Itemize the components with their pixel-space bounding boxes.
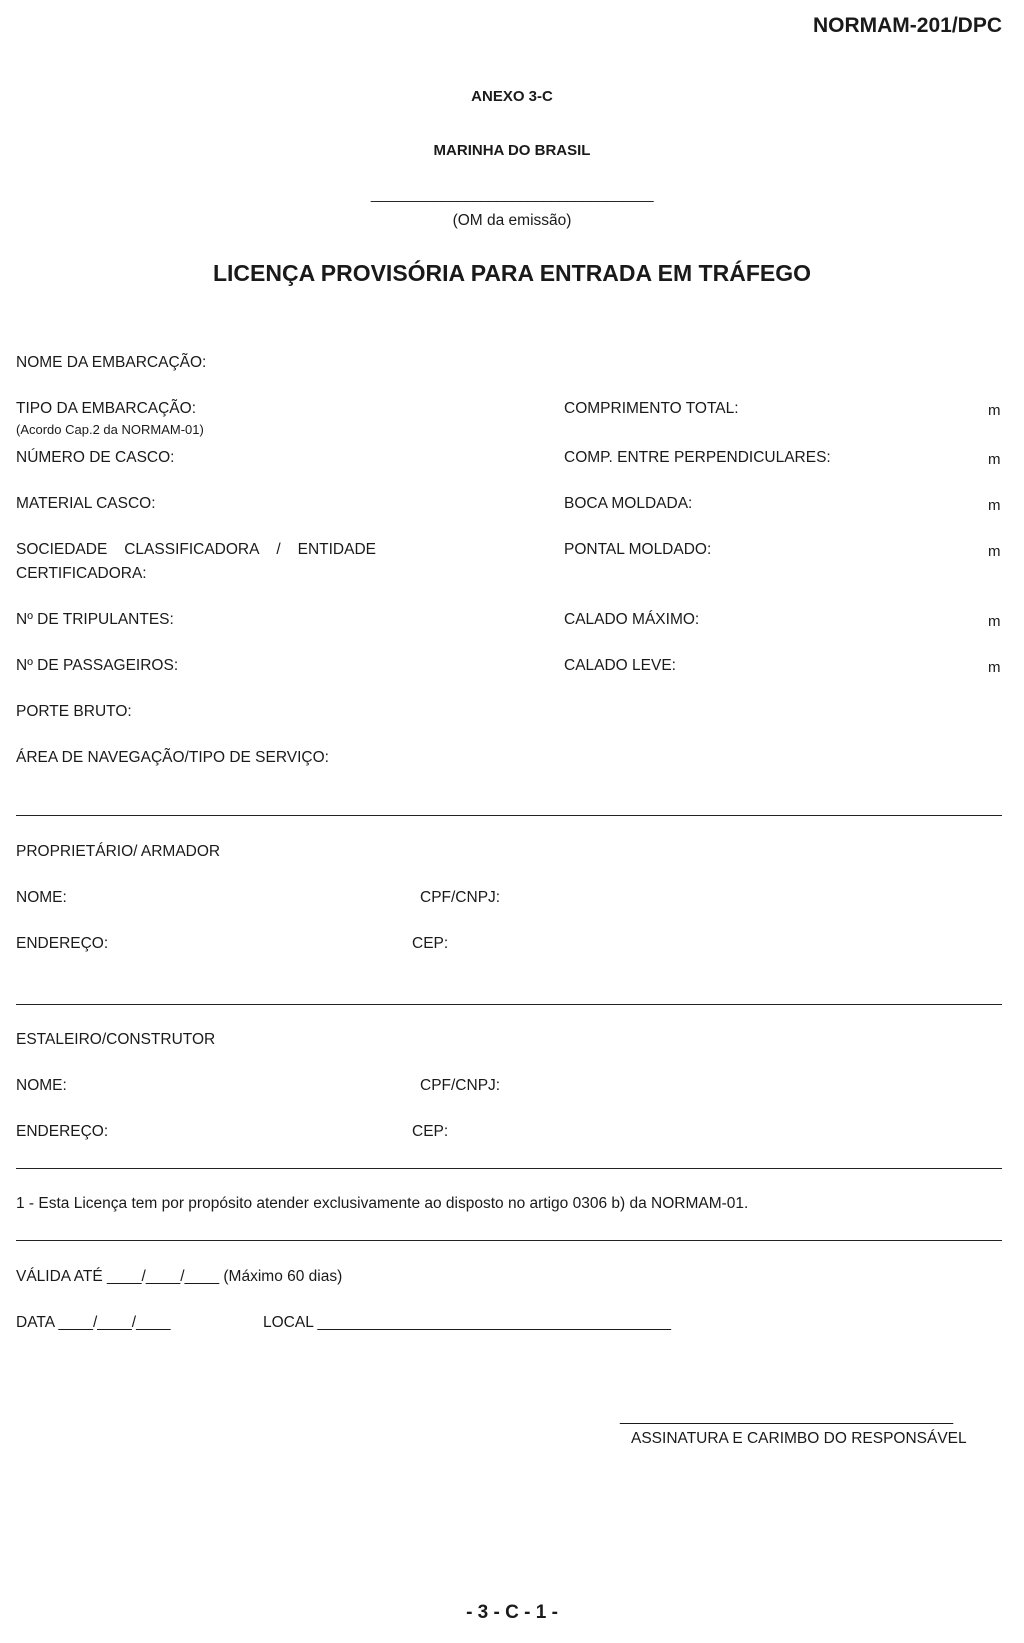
light-draft-unit: m xyxy=(988,659,1001,676)
section-divider xyxy=(16,1240,1002,1241)
license-purpose-note: 1 - Esta Licença tem por propósito atender exclusivamente ao disposto no artigo 0306 b) da NORMAM-01. xyxy=(16,1195,749,1212)
builder-cep-label: CEP: xyxy=(412,1123,449,1140)
classification-society-word-1: SOCIEDADE xyxy=(16,541,108,558)
date-field: DATA ____/____/____ xyxy=(16,1314,171,1331)
section-divider xyxy=(16,815,1002,816)
owner-cpf-label: CPF/CNPJ: xyxy=(420,889,501,906)
builder-cpf-label: CPF/CNPJ: xyxy=(420,1077,501,1094)
owner-heading: PROPRIETÁRIO/ ARMADOR xyxy=(16,843,221,860)
hull-material-label: MATERIAL CASCO: xyxy=(16,495,156,512)
page-number: - 3 - C - 1 - xyxy=(466,1602,558,1623)
passenger-count-label: Nº DE PASSAGEIROS: xyxy=(16,657,179,674)
builder-address-label: ENDEREÇO: xyxy=(16,1123,109,1140)
classification-society-word-3: / xyxy=(276,541,281,558)
max-draft-unit: m xyxy=(988,613,1001,630)
perpendicular-length-label: COMP. ENTRE PERPENDICULARES: xyxy=(564,449,831,466)
signature-caption: ASSINATURA E CARIMBO DO RESPONSÁVEL xyxy=(631,1430,967,1447)
total-length-label: COMPRIMENTO TOTAL: xyxy=(564,400,739,417)
navigation-area-label: ÁREA DE NAVEGAÇÃO/TIPO DE SERVIÇO: xyxy=(16,749,329,766)
molded-depth-unit: m xyxy=(988,543,1001,560)
molded-breadth-unit: m xyxy=(988,497,1001,514)
vessel-name-label: NOME DA EMBARCAÇÃO: xyxy=(16,354,207,371)
deadweight-label: PORTE BRUTO: xyxy=(16,703,132,720)
owner-cep-label: CEP: xyxy=(412,935,449,952)
certifying-entity-label: CERTIFICADORA: xyxy=(16,565,147,582)
light-draft-label: CALADO LEVE: xyxy=(564,657,676,674)
perpendicular-length-unit: m xyxy=(988,451,1001,468)
page-title: LICENÇA PROVISÓRIA PARA ENTRADA EM TRÁFEGO xyxy=(212,260,811,286)
builder-heading: ESTALEIRO/CONSTRUTOR xyxy=(16,1031,216,1048)
hull-number-label: NÚMERO DE CASCO: xyxy=(16,449,175,466)
classification-society-word-2: CLASSIFICADORA xyxy=(124,541,260,558)
classification-society-word-4: ENTIDADE xyxy=(297,541,376,558)
owner-address-label: ENDEREÇO: xyxy=(16,935,109,952)
signature-line: ________________________________________ xyxy=(620,1408,953,1425)
vessel-type-note: (Acordo Cap.2 da NORMAM-01) xyxy=(16,422,204,437)
valid-until-field: VÁLIDA ATÉ ____/____/____ (Máximo 60 dias) xyxy=(16,1268,343,1285)
place-field: LOCAL _________________________________________ xyxy=(263,1314,671,1331)
crew-count-label: Nº DE TRIPULANTES: xyxy=(16,611,174,628)
annex-label: ANEXO 3-C xyxy=(471,88,553,105)
owner-name-label: NOME: xyxy=(16,889,67,906)
section-divider xyxy=(16,1004,1002,1005)
molded-depth-label: PONTAL MOLDADO: xyxy=(564,541,712,558)
om-emission-line: ____________________________________ xyxy=(370,186,654,203)
classification-society-label xyxy=(16,541,376,559)
vessel-type-label: TIPO DA EMBARCAÇÃO: xyxy=(16,400,197,417)
molded-breadth-label: BOCA MOLDADA: xyxy=(564,495,693,512)
org-name: MARINHA DO BRASIL xyxy=(433,142,591,159)
total-length-unit: m xyxy=(988,402,1001,419)
max-draft-label: CALADO MÁXIMO: xyxy=(564,611,700,628)
section-divider xyxy=(16,1168,1002,1169)
builder-name-label: NOME: xyxy=(16,1077,67,1094)
om-emission-caption: (OM da emissão) xyxy=(452,212,572,229)
document-code: NORMAM-201/DPC xyxy=(812,14,1002,37)
